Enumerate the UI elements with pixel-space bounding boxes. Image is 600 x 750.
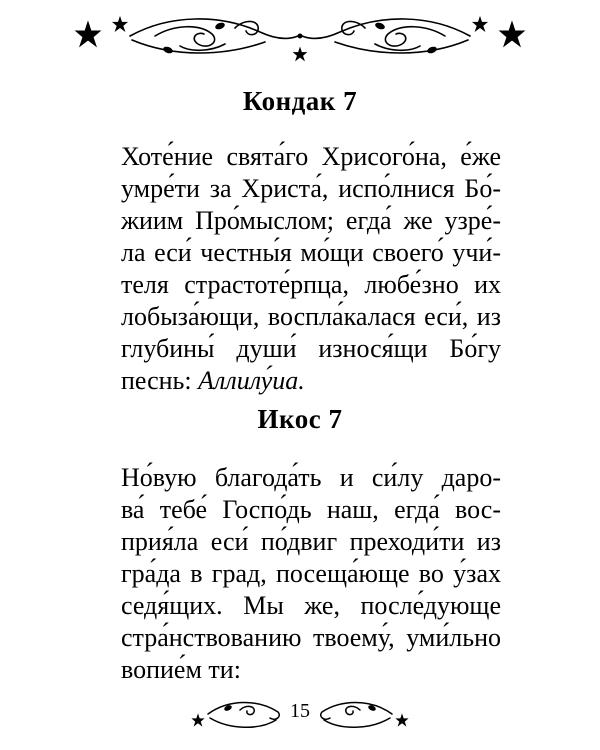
ikos-line: гра́да в град, посеща́юще во у́зах [121, 559, 501, 588]
kondak-last-line-prefix: песнь: [121, 366, 199, 395]
ikos-line: стра́нствованию твоему́, уми́льно [121, 623, 501, 652]
kondak-text [121, 141, 501, 397]
kondak-line: лобыза́ющи, воспла́калася еси́, из [121, 302, 501, 331]
kondak-line: жиим Про́мыслом; егда́ же узре́- [121, 206, 501, 235]
ikos-line: прия́ла еси́ по́двиг преходи́ти из [121, 527, 501, 556]
kondak-heading: Кондак 7 [242, 86, 358, 116]
kondak-line: умре́ти за Христа́, испо́лнися Бо́- [121, 174, 501, 203]
kondak-line: ла еси́ честны́я мо́щи своего́ учи́- [121, 238, 501, 267]
page-number: 15 [290, 700, 310, 722]
ikos-line: ва́ тебе́ Госпо́дь наш, егда́ вос- [121, 495, 501, 524]
kondak-line: глубины́ души́ износя́щи Бо́гу [121, 334, 501, 363]
ikos-heading: Икос 7 [257, 404, 343, 434]
top-floral-ornament [60, 6, 540, 62]
ikos-line: Но́вую благода́ть и си́лу даро- [121, 463, 501, 492]
kondak-line: теля страстоте́рпца, любе́зно их [121, 270, 501, 299]
ikos-text [121, 462, 501, 686]
kondak-last-line [121, 365, 501, 397]
ikos-line: вопие́м ти: [121, 655, 241, 684]
alleluia-refrain: Аллилу́иа. [198, 366, 305, 395]
ikos-line: седя́щих. Мы же, после́дующе [121, 591, 501, 620]
kondak-line: Хоте́ние свята́го Хрисого́на, е́же [121, 142, 501, 171]
